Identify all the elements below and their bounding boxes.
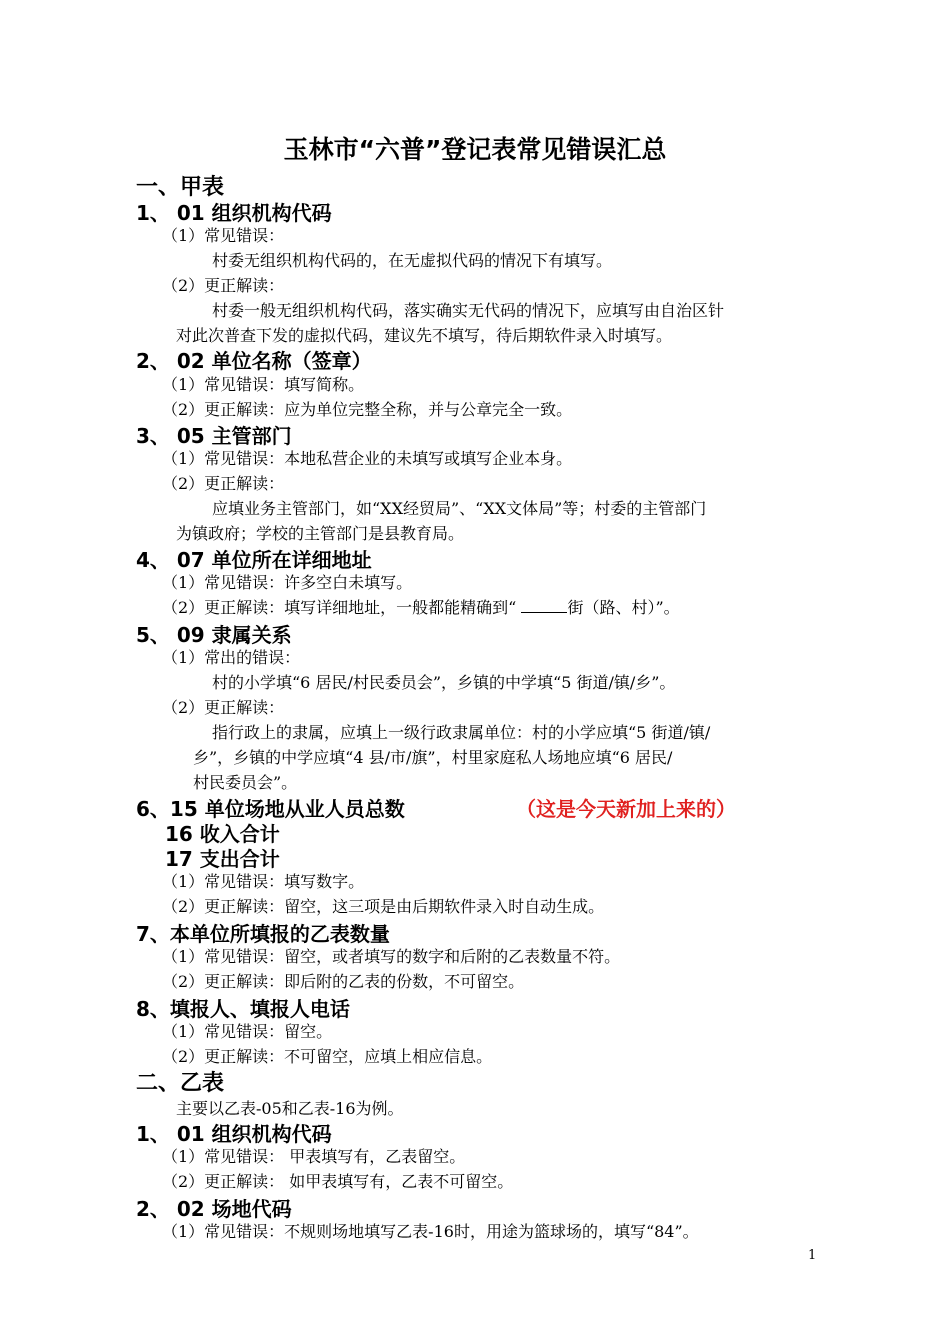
item-text: 乡”，乡镇的中学应填“4 县/市/旗”，村里家庭私人场地应填“6 居民/ — [193, 748, 673, 767]
item-text: 村委无组织机构代码的，在无虚拟代码的情况下有填写。 — [212, 251, 613, 270]
section-heading-yi: 二、乙表 — [136, 1071, 225, 1096]
item-subheading: （1）常见错误：填写数字。 — [162, 872, 365, 891]
item-text: 应填业务主管部门，如“XX经贸局”、“XX文体局”等；村委的主管部门 — [212, 499, 707, 518]
fill-blank — [521, 598, 567, 613]
item-heading: 6、15 单位场地从业人员总数 — [136, 797, 405, 821]
item-heading: 17 支出合计 — [165, 847, 280, 871]
item-text: 为镇政府；学校的主管部门是县教育局。 — [176, 524, 465, 543]
item-heading: 2、 02 单位名称（签章） — [136, 349, 372, 373]
item-subheading: （1）常见错误：不规则场地填写乙表-16时，用途为篮球场的，填写“84”。 — [162, 1222, 699, 1241]
address-correction-line — [162, 595, 680, 618]
item-heading: 2、 02 场地代码 — [136, 1197, 292, 1221]
item-subheading: （2）更正解读： — [162, 698, 285, 717]
item-heading: 7、本单位所填报的乙表数量 — [136, 922, 390, 946]
item-subheading: （1）常出的错误： — [162, 648, 301, 667]
item-subheading: （2）更正解读：不可留空，应填上相应信息。 — [162, 1047, 493, 1066]
item-subheading: （1）常见错误：留空。 — [162, 1022, 333, 1041]
item-subheading: （2）更正解读： — [162, 474, 285, 493]
item-subheading: （1）常见错误： — [162, 226, 285, 245]
item-subheading: （1）常见错误：填写简称。 — [162, 375, 365, 394]
item-heading: 1、 01 组织机构代码 — [136, 1122, 332, 1146]
item-subheading: （2）更正解读： — [162, 276, 285, 295]
item-subheading: （2）更正解读： 如甲表填写有，乙表不可留空。 — [162, 1172, 514, 1191]
item-heading: 3、 05 主管部门 — [136, 424, 292, 448]
item-heading: 1、 01 组织机构代码 — [136, 201, 332, 225]
item-heading: 16 收入合计 — [165, 822, 280, 846]
item-subheading: （2）更正解读：留空，这三项是由后期软件录入时自动生成。 — [162, 897, 605, 916]
new-addition-note: （这是今天新加上来的） — [516, 797, 736, 821]
item-text: 村的小学填“6 居民/村民委员会”，乡镇的中学填“5 街道/镇/乡”。 — [212, 673, 676, 692]
item-subheading: （1）常见错误：本地私营企业的未填写或填写企业本身。 — [162, 449, 573, 468]
item-text: 指行政上的隶属，应填上一级行政隶属单位：村的小学应填“5 街道/镇/ — [212, 723, 711, 742]
item-subheading: （1）常见错误： 甲表填写有，乙表留空。 — [162, 1147, 466, 1166]
item-text: 村委一般无组织机构代码，落实确实无代码的情况下，应填写由自治区针 — [212, 301, 725, 320]
item-heading: 8、填报人、填报人电话 — [136, 997, 350, 1021]
item-subheading: 街（路、村）”。 — [567, 598, 680, 617]
item-subheading: （2）更正解读：填写详细地址，一般都能精确到“ — [162, 598, 522, 617]
section-intro: 主要以乙表-05和乙表-16为例。 — [176, 1099, 404, 1118]
item-heading: 5、 09 隶属关系 — [136, 623, 292, 647]
item-subheading: （1）常见错误：留空，或者填写的数字和后附的乙表数量不符。 — [162, 947, 621, 966]
section-heading-jia: 一、甲表 — [136, 175, 225, 200]
item-text: 村民委员会”。 — [193, 773, 298, 792]
item-subheading: （2）更正解读：应为单位完整全称，并与公章完全一致。 — [162, 400, 573, 419]
item-subheading: （2）更正解读：即后附的乙表的份数，不可留空。 — [162, 972, 525, 991]
item-text: 对此次普查下发的虚拟代码，建议先不填写，待后期软件录入时填写。 — [176, 326, 673, 345]
page-number: 1 — [808, 1248, 817, 1263]
item-subheading: （1）常见错误：许多空白未填写。 — [162, 573, 413, 592]
document-title: 玉林市“六普”登记表常见错误汇总 — [283, 135, 667, 164]
item-heading: 4、 07 单位所在详细地址 — [136, 548, 372, 572]
